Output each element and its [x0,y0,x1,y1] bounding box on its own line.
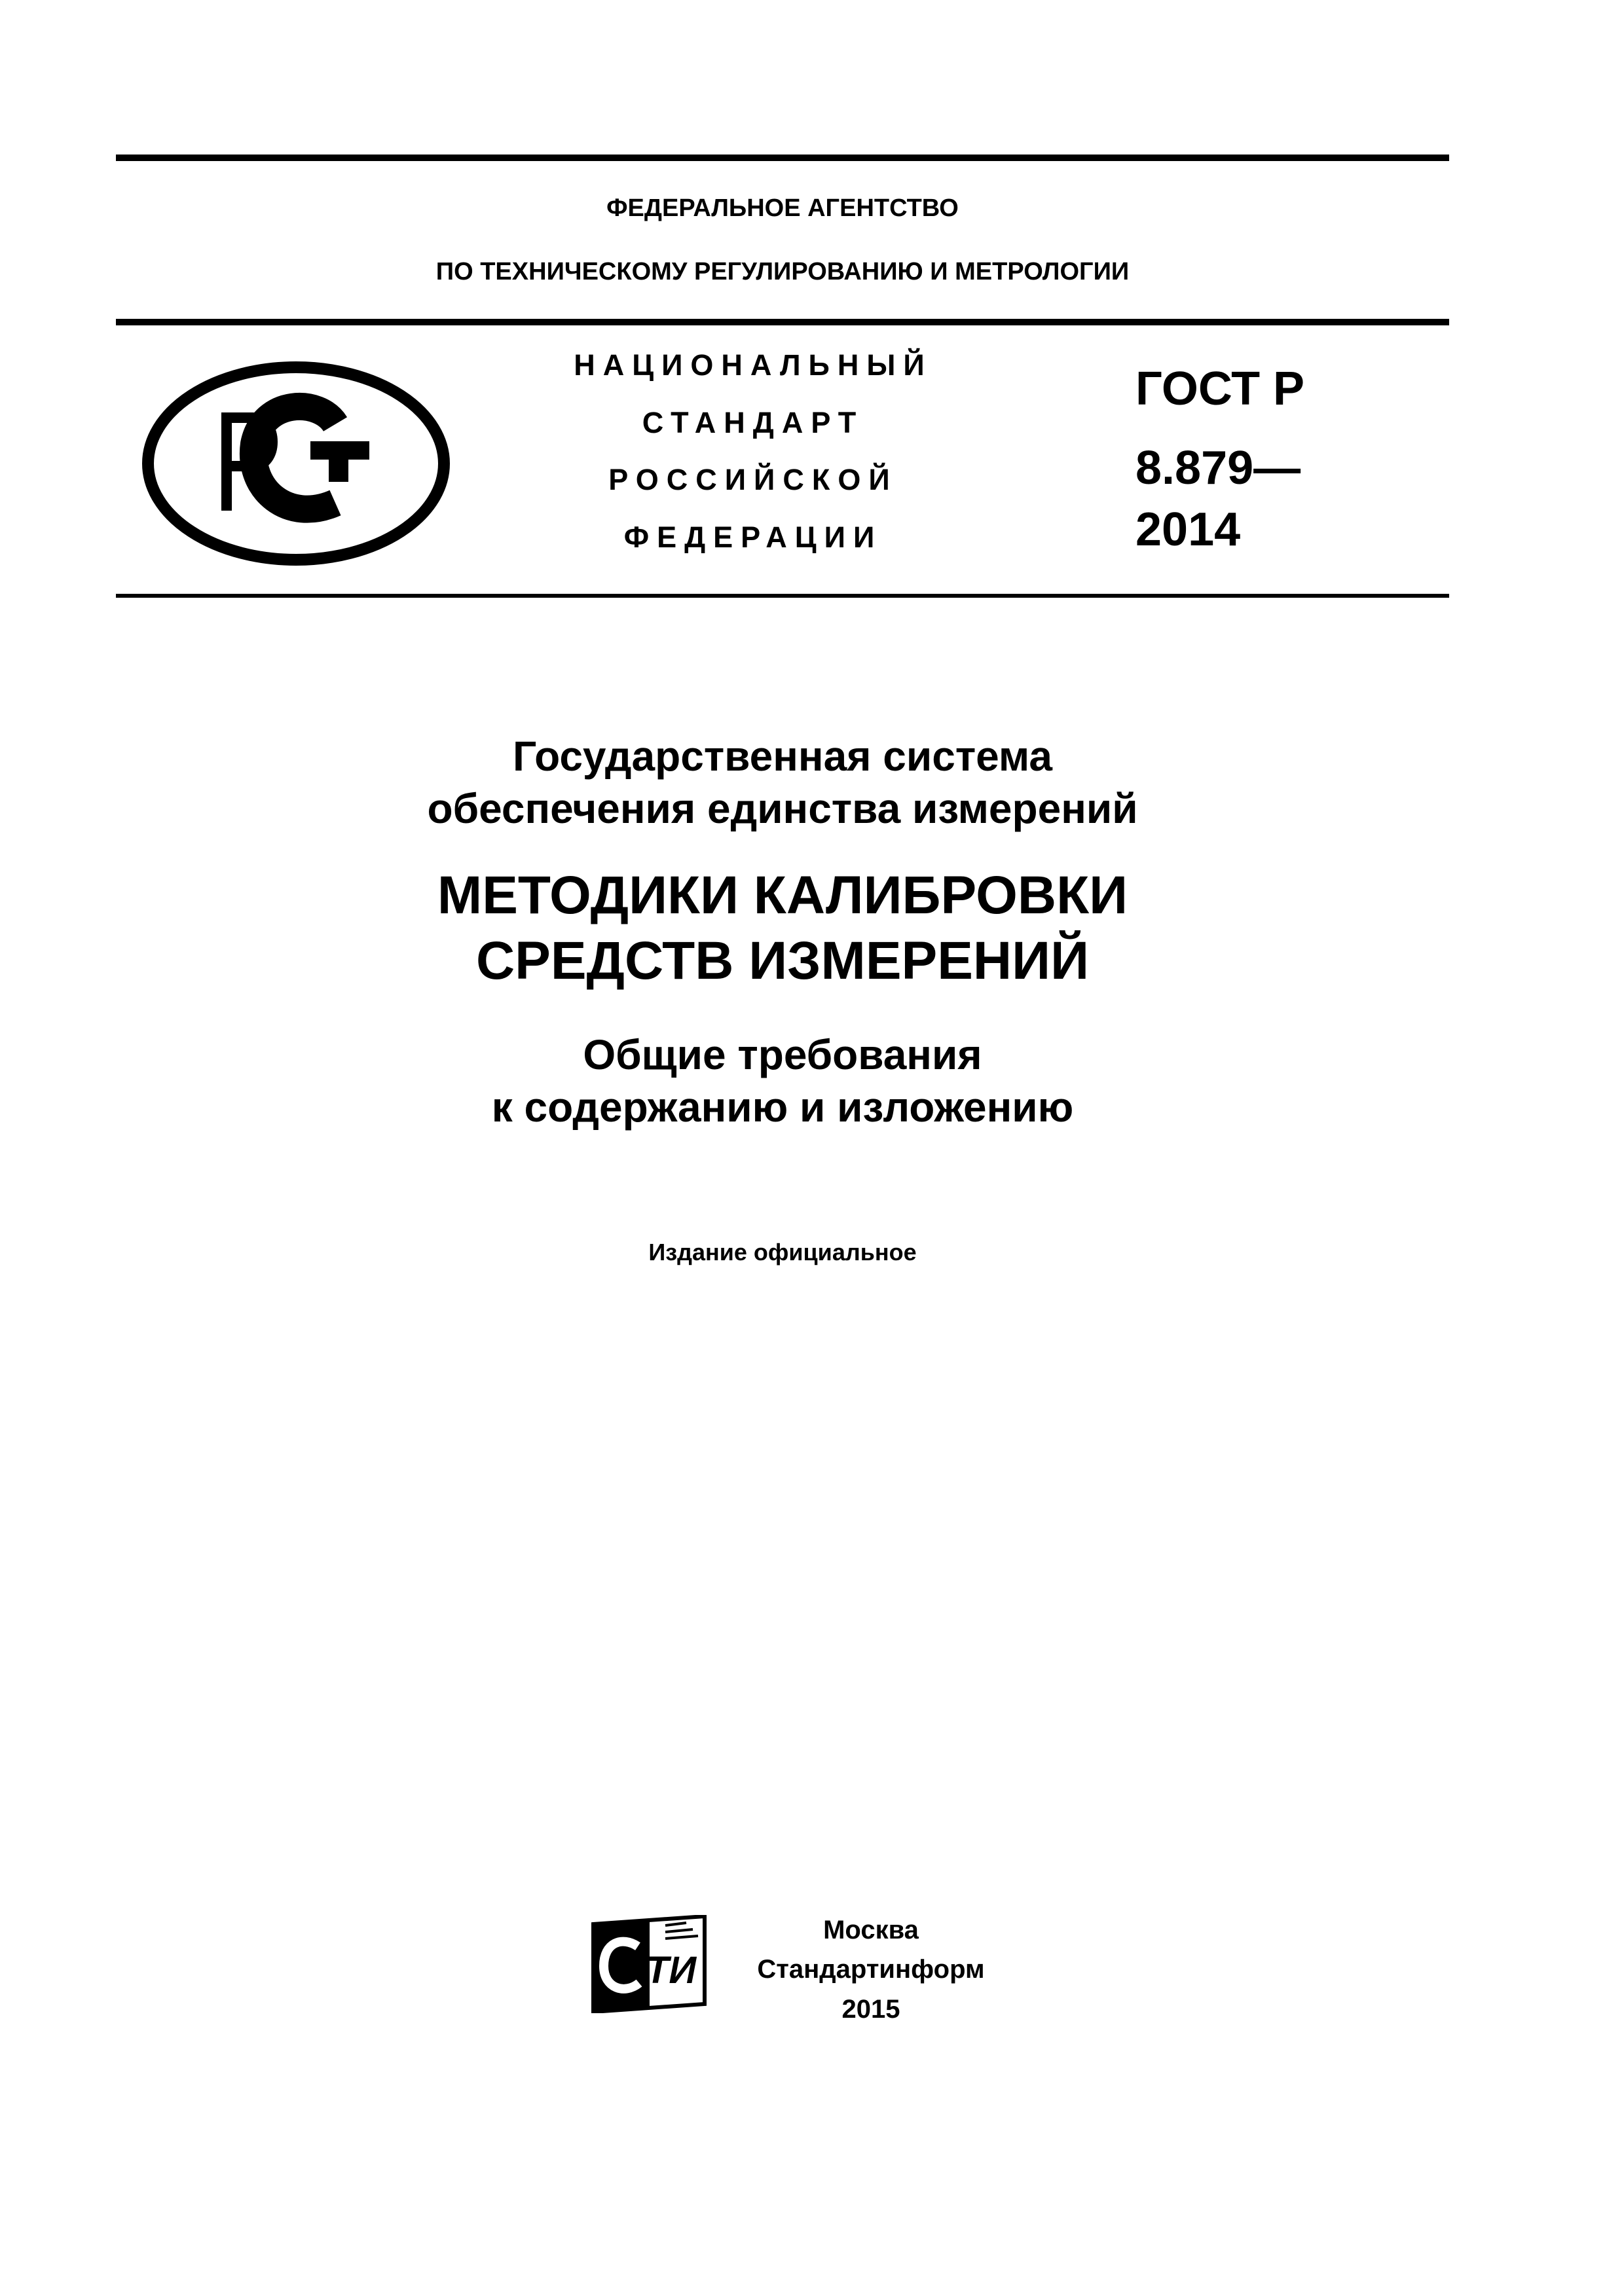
svg-text:ТИ: ТИ [646,1949,697,1992]
top-rule [116,155,1449,161]
rst-mark-logo [139,359,453,568]
subtitle-line-1: Общие требования [583,1031,982,1078]
system-title-line-2: обеспечения единства измерений [427,785,1138,832]
standartinform-logo [588,1915,710,2013]
main-title-line-2: СРЕДСТВ ИЗМЕРЕНИЙ [475,931,1090,991]
standard-type-line-3: РОССИЙСКОЙ [608,463,898,496]
standard-type-line-2: СТАНДАРТ [642,406,864,439]
bottom-rule [116,594,1449,598]
designation-line-2: 8.879— [1135,442,1301,494]
publisher-name: Стандартинформ [757,1955,985,1984]
middle-rule [116,319,1449,325]
standard-type-line-4: ФЕДЕРАЦИИ [623,520,883,554]
designation-line-1: ГОСТ Р [1135,363,1305,415]
system-title-line-1: Государственная система [512,733,1053,780]
subtitle-line-2: к содержанию и изложению [491,1084,1074,1131]
agency-name-line-1: ФЕДЕРАЛЬНОЕ АГЕНТСТВО [606,194,959,222]
designation-line-3: 2014 [1135,503,1241,556]
main-title-line-1: МЕТОДИКИ КАЛИБРОВКИ [437,866,1128,925]
agency-name-line-2: ПО ТЕХНИЧЕСКОМУ РЕГУЛИРОВАНИЮ И МЕТРОЛОГИИ [435,258,1130,285]
publication-year: 2015 [841,1995,900,2024]
standard-type-line-1: НАЦИОНАЛЬНЫЙ [574,348,932,382]
edition-label: Издание официальное [648,1239,917,1266]
publisher-city: Москва [823,1916,919,1944]
